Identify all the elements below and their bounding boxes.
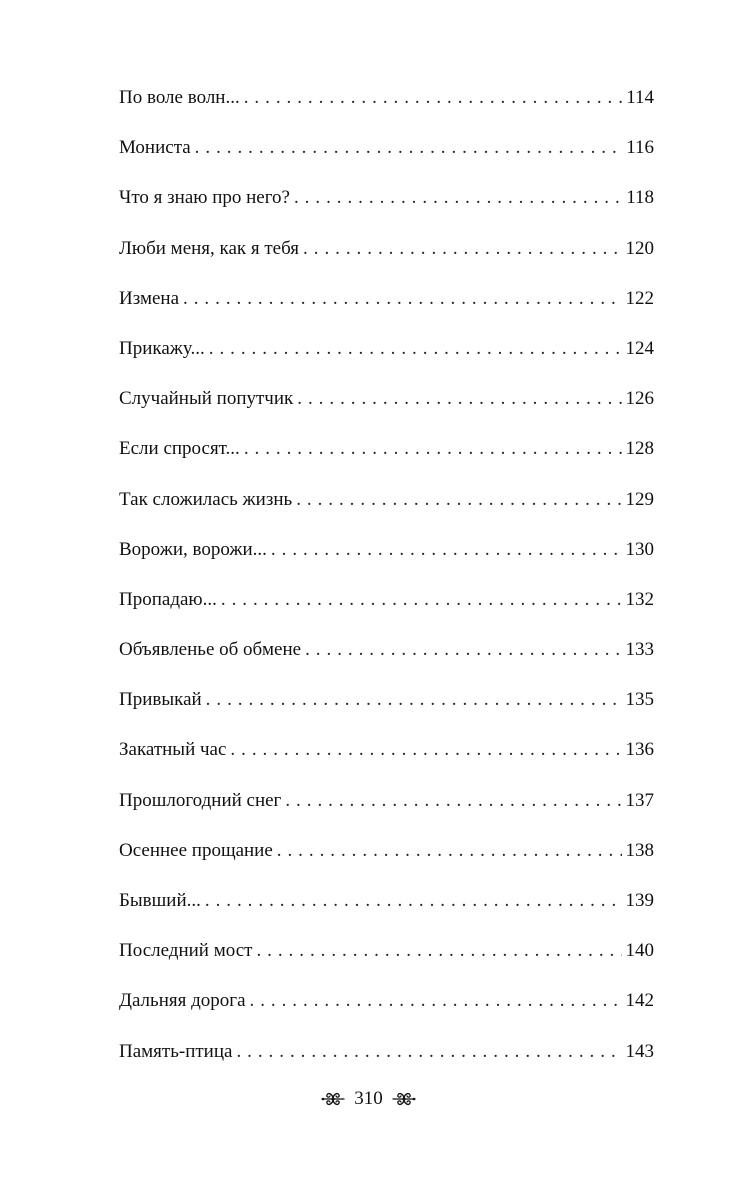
toc-entry-page: 140 xyxy=(625,940,654,962)
toc-entry-page: 116 xyxy=(626,137,654,159)
dot-leader xyxy=(230,737,621,763)
toc-entry-page: 135 xyxy=(625,689,654,711)
toc-entry-title: Последний мост xyxy=(119,940,253,962)
toc-entry-title: Случайный попутчик xyxy=(119,388,294,410)
toc-entry[interactable] xyxy=(119,336,654,386)
toc-entry-title: Если спросят... xyxy=(119,438,240,460)
dot-leader xyxy=(294,185,622,211)
toc-entry-page: 129 xyxy=(625,488,654,510)
toc-entry[interactable] xyxy=(119,236,654,286)
toc-entry-title: Люби меня, как я тебя xyxy=(119,237,300,259)
dot-leader xyxy=(195,135,623,161)
toc-entry[interactable] xyxy=(119,988,654,1038)
toc-entry-page: 120 xyxy=(625,237,654,259)
toc-entry[interactable] xyxy=(119,286,654,336)
dot-leader xyxy=(209,336,622,362)
toc-entry-page: 139 xyxy=(625,890,654,911)
toc-entry-page: 138 xyxy=(625,839,654,861)
dot-leader xyxy=(205,888,622,914)
dot-leader xyxy=(277,838,622,864)
toc-entry-title: Измена xyxy=(119,287,180,309)
toc-entry-title: Прикажу... xyxy=(119,337,205,359)
toc-entry-title: Привыкай xyxy=(119,689,202,711)
toc-entry-title: Объявленье об обмене xyxy=(119,639,302,661)
flourish-ornament-icon xyxy=(391,1088,417,1110)
toc-entry[interactable] xyxy=(119,1039,654,1089)
page-footer xyxy=(0,1088,737,1110)
toc-entry[interactable] xyxy=(119,135,654,185)
toc-entry[interactable] xyxy=(119,888,654,938)
toc-entry-title: Бывший... xyxy=(119,890,201,911)
toc-entry[interactable] xyxy=(119,85,654,135)
table-of-contents xyxy=(119,85,654,1089)
toc-entry[interactable] xyxy=(119,386,654,436)
dot-leader xyxy=(296,487,621,513)
toc-entry[interactable] xyxy=(119,838,654,888)
toc-entry-title: По воле волн... xyxy=(119,87,240,108)
toc-entry-title: Прошлогодний снег xyxy=(119,789,282,811)
dot-leader xyxy=(250,988,622,1014)
dot-leader xyxy=(244,85,622,111)
toc-entry-title: Дальняя дорога xyxy=(119,990,246,1012)
flourish-ornament-icon xyxy=(320,1088,346,1110)
toc-entry[interactable] xyxy=(119,436,654,486)
dot-leader xyxy=(271,537,622,563)
toc-entry-page: 118 xyxy=(626,187,654,209)
toc-entry[interactable] xyxy=(119,687,654,737)
toc-entry-page: 136 xyxy=(625,739,654,761)
dot-leader xyxy=(297,386,621,412)
toc-entry-page: 142 xyxy=(625,990,654,1012)
toc-entry-page: 143 xyxy=(625,1040,654,1062)
page-number: 310 xyxy=(354,1088,383,1109)
dot-leader xyxy=(236,1039,621,1065)
toc-entry[interactable] xyxy=(119,737,654,787)
toc-entry-title: Осеннее прощание xyxy=(119,839,273,861)
toc-entry-title: Пропадаю... xyxy=(119,588,217,610)
dot-leader xyxy=(305,637,621,663)
toc-entry-title: Ворожи, ворожи... xyxy=(119,538,267,560)
toc-entry-title: Закатный час xyxy=(119,739,227,761)
toc-entry[interactable] xyxy=(119,938,654,988)
toc-entry[interactable] xyxy=(119,587,654,637)
toc-entry-title: Мониста xyxy=(119,137,191,159)
toc-entry[interactable] xyxy=(119,537,654,587)
toc-entry-page: 122 xyxy=(625,287,654,309)
toc-entry-page: 124 xyxy=(625,337,654,359)
toc-entry[interactable] xyxy=(119,185,654,235)
dot-leader xyxy=(285,788,621,814)
toc-entry-page: 132 xyxy=(625,588,654,610)
toc-entry[interactable] xyxy=(119,637,654,687)
dot-leader xyxy=(221,587,622,613)
toc-entry[interactable] xyxy=(119,788,654,838)
toc-entry-title: Что я знаю про него? xyxy=(119,187,290,209)
dot-leader xyxy=(206,687,622,713)
toc-entry[interactable] xyxy=(119,487,654,537)
toc-entry-title: Память-птица xyxy=(119,1040,233,1062)
toc-entry-page: 137 xyxy=(625,789,654,811)
toc-entry-title: Так сложилась жизнь xyxy=(119,488,293,510)
dot-leader xyxy=(244,436,622,462)
toc-entry-page: 114 xyxy=(626,87,654,108)
dot-leader xyxy=(256,938,621,964)
toc-entry-page: 130 xyxy=(625,538,654,560)
toc-entry-page: 133 xyxy=(625,639,654,661)
dot-leader xyxy=(303,236,621,262)
toc-entry-page: 126 xyxy=(625,388,654,410)
dot-leader xyxy=(183,286,621,312)
toc-entry-page: 128 xyxy=(625,438,654,460)
